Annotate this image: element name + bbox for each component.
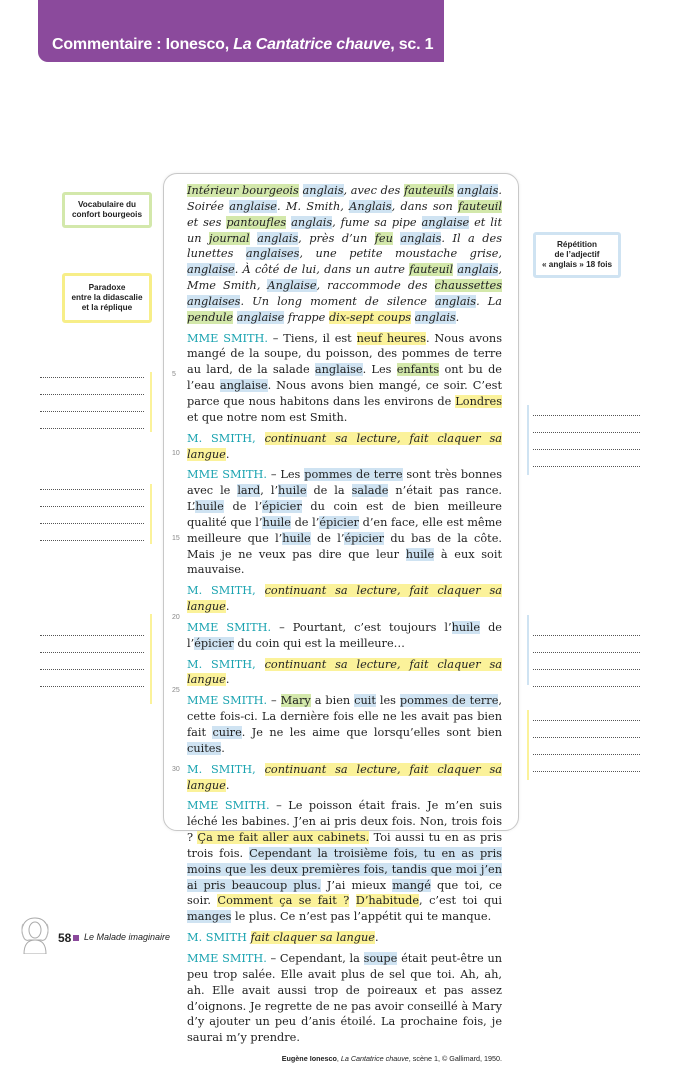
footer-bullet	[73, 935, 79, 941]
answer-line[interactable]	[40, 419, 144, 429]
line-number: 15	[172, 535, 180, 542]
moliere-portrait-icon	[18, 914, 52, 954]
answer-line[interactable]	[40, 514, 144, 524]
line-number: 20	[172, 614, 180, 621]
opening-stage-direction: Intérieur bourgeois anglais, avec des fauteuils anglais. Soirée anglaise. M. Smith, Anglais, dans son fauteuil et ses pantoufles anglais, fume sa pipe anglaise et lit un journal anglais, près d’un feu anglais. Il a des lunettes anglaises, une petite moustache grise, anglaise. À côté de lui, dans un autre fauteuil anglais, Mme Smith, Anglaise, raccommode des chaussettes anglaises. Un long moment de silence anglais. La pendule anglaise frappe dix-sept coups anglais.	[187, 184, 503, 324]
page-number: 58	[58, 931, 72, 945]
answer-line[interactable]	[40, 368, 144, 378]
answer-line[interactable]	[533, 677, 640, 687]
margin-bar	[150, 614, 152, 704]
page-title: Commentaire : Ionesco, La Cantatrice chauve, sc. 1	[52, 36, 434, 53]
margin-bar	[527, 710, 529, 780]
line-number: 30	[172, 766, 180, 773]
book-title: Le Malade imaginaire	[84, 932, 171, 942]
margin-bar	[527, 615, 529, 685]
answer-line[interactable]	[533, 626, 640, 636]
replique: MME SMITH. – Mary a bien cuit les pommes de terre, cette fois-ci. La dernière fois elle ne les avait pas bien fait cuire. Je ne les aime que lorsqu’elles sont bien cuites.	[187, 694, 502, 755]
answer-line[interactable]	[40, 677, 144, 687]
note-vocabulaire: Vocabulaire du confort bourgeois	[62, 192, 152, 228]
line-number: 5	[172, 371, 176, 378]
note-repetition: Répétition de l’adjectif « anglais » 18 fois	[533, 232, 621, 278]
replique: MME SMITH. – Pourtant, c’est toujours l’huile de l’épicier du coin qui est la meilleure…	[187, 620, 502, 650]
line-number: 10	[172, 450, 180, 457]
replique: M. SMITH, continuant sa lecture, fait claquer sa langue.	[187, 657, 502, 687]
answer-line[interactable]	[40, 660, 144, 670]
margin-bar	[150, 484, 152, 544]
answer-line[interactable]	[533, 643, 640, 653]
answer-line[interactable]	[533, 660, 640, 670]
header-banner	[38, 0, 444, 62]
replique: MME SMITH. – Les pommes de terre sont très bonnes avec le lard, l’huile de la salade n’était pas rance. L’huile de l’épicier du coin est de bien meilleure qualité que l’huile de l’épicier d’en face, elle est même meilleure que l’huile de l’épicier du bas de la côte. Mais je ne veux pas dire que leur huile à eux soit mauvaise.	[187, 468, 503, 577]
answer-line[interactable]	[40, 643, 144, 653]
note-paradoxe: Paradoxe entre la didascalie et la réplique	[62, 273, 152, 323]
answer-line[interactable]	[40, 402, 144, 412]
answer-line[interactable]	[533, 457, 640, 467]
answer-line[interactable]	[533, 440, 640, 450]
margin-bar	[527, 405, 529, 475]
source-credit: Eugène Ionesco, La Cantatrice chauve, scène 1, © Gallimard, 1950.	[281, 1054, 502, 1064]
answer-line[interactable]	[533, 762, 640, 772]
replique: MME SMITH. – Tiens, il est neuf heures. Nous avons mangé de la soupe, du poisson, des pommes de terre au lard, de la salade anglaise. Les enfants ont bu de l’eau anglaise. Nous avons bien mangé, ce soir. C’est parce que nous habitons dans les environs de Londres et que notre nom est Smith.	[187, 331, 502, 424]
answer-line[interactable]	[533, 745, 640, 755]
replique: M. SMITH, continuant sa lecture, fait claquer sa langue.	[187, 431, 502, 461]
replique: MME SMITH. – Cependant, la soupe était peut-être un peu trop salée. Elle avait plus de sel que toi. Ah, ah, ah. Elle avait aussi trop de poireaux et pas assez d’oignons. Je regrette de ne pas avoir conseillé à Mary d’y ajouter un peu d’anis étoilé. La prochaine fois, je saurai m’y prendre.	[187, 951, 502, 1045]
answer-line[interactable]	[533, 406, 640, 416]
answer-line[interactable]	[40, 497, 144, 507]
answer-line[interactable]	[40, 480, 144, 490]
replique: MME SMITH. – Le poisson était frais. Je m’en suis léché les babines. J’en ai pris deux fois. Non, trois fois ? Ça me fait aller aux cabinets. Toi aussi tu en as pris trois fois. Cependant la troisième fois, tu en as pris moins que les deux premières fois, tandis que moi j’en ai pris beaucoup plus. J’ai mieux mangé que toi, ce soir. Comment ça se fait ? D’habitude, c’est toi qui manges le plus. Ce n’est pas l’appétit qui te manque.	[187, 799, 503, 924]
answer-line[interactable]	[533, 423, 640, 433]
margin-bar	[150, 372, 152, 432]
answer-line[interactable]	[533, 711, 640, 721]
replique: M. SMITH, continuant sa lecture, fait claquer sa langue.	[187, 762, 502, 792]
answer-line[interactable]	[533, 728, 640, 738]
replique: M. SMITH fait claquer sa langue.	[187, 931, 379, 945]
answer-line[interactable]	[40, 385, 144, 395]
extract-text	[187, 183, 502, 1072]
answer-line[interactable]	[40, 531, 144, 541]
answer-line[interactable]	[40, 626, 144, 636]
line-number: 25	[172, 687, 180, 694]
replique: M. SMITH, continuant sa lecture, fait claquer sa langue.	[187, 584, 502, 614]
